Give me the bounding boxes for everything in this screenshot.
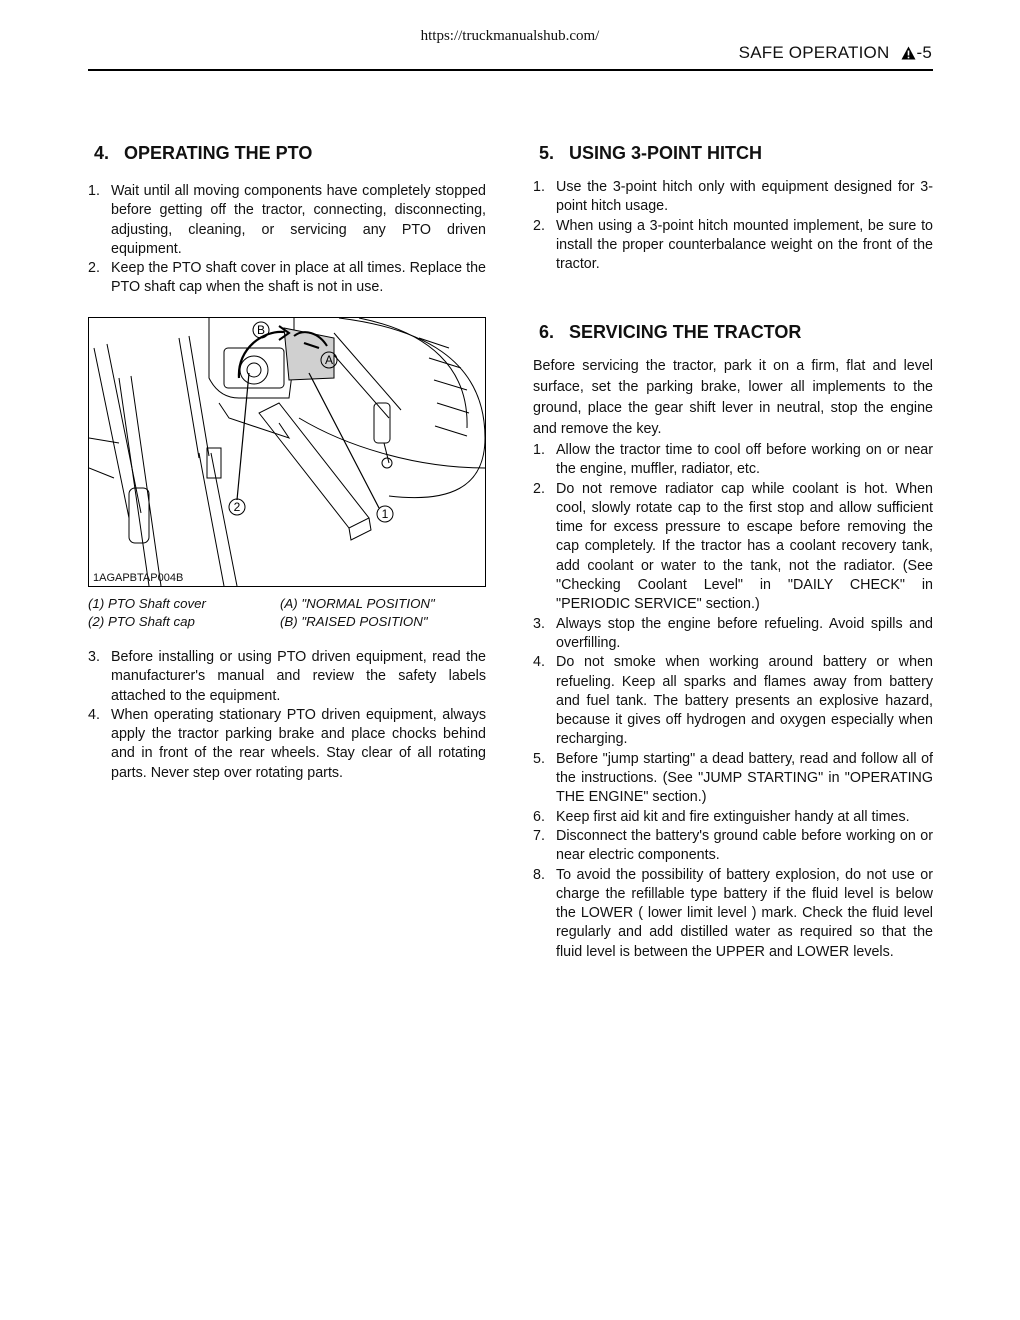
source-url: https://truckmanualshub.com/: [420, 28, 600, 44]
pto-list-before: [88, 182, 486, 298]
item-number: 6.: [533, 808, 545, 825]
hitch-list: [533, 178, 933, 274]
caption-row: [88, 595, 435, 613]
item-text: Before installing or using PTO driven equipment, read the manufacturer's manual and review the safety labels attached to the equipment.: [111, 649, 486, 704]
item-text: When using a 3-point hitch mounted implement, be sure to install the proper counterbalance weight on the front of the tractor.: [556, 217, 933, 273]
warning-triangle-icon: [901, 45, 916, 65]
list-item: [88, 648, 486, 706]
item-text: Disconnect the battery's ground cable before working on or near electric components.: [556, 827, 933, 864]
list-item: [533, 750, 933, 808]
figure-captions: [88, 595, 435, 631]
item-number: 5.: [533, 750, 545, 767]
header-rule: [88, 69, 933, 71]
section-number: 4.: [94, 143, 110, 163]
list-item: [533, 615, 933, 654]
item-text: Before "jump starting" a dead battery, read and follow all of the instructions. (See "JUMP STARTING" in "OPERATING THE ENGINE" section.): [556, 750, 933, 806]
item-number: 2.: [533, 480, 545, 497]
item-number: 8.: [533, 866, 545, 883]
list-item: [533, 178, 933, 217]
item-text: Keep the PTO shaft cover in place at all times. Replace the PTO shaft cap when the shaft is not in use.: [111, 260, 486, 296]
caption-pto-shaft-cap: (2) PTO Shaft cap: [88, 614, 195, 629]
item-number: 3.: [88, 649, 100, 665]
section-name: SAFE OPERATION: [738, 43, 890, 62]
item-text: Use the 3-point hitch only with equipment designed for 3-point hitch usage.: [556, 179, 933, 215]
section-number: 6.: [539, 322, 555, 342]
item-text: Do not smoke when working around battery or when refueling. Keep all sparks and flames away from battery and fuel tank. The battery presents an explosive hazard, because it gives off hydrogen and oxygen especially when recharging.: [556, 654, 933, 748]
item-text: Always stop the engine before refueling. Avoid spills and overfilling.: [556, 615, 933, 651]
item-number: 3.: [533, 615, 545, 632]
item-number: 1.: [533, 442, 545, 458]
pto-list-after: [88, 648, 486, 783]
caption-normal-position: (A) "NORMAL POSITION": [280, 596, 435, 611]
list-item: [533, 866, 933, 962]
item-number: 2.: [88, 260, 100, 277]
list-item: [533, 827, 933, 866]
servicing-list: [533, 441, 933, 962]
list-item: [88, 259, 486, 298]
section-6-heading: [533, 322, 801, 343]
item-number: 4.: [533, 654, 545, 671]
section-title: USING 3-POINT HITCH: [569, 143, 763, 163]
item-number: 1.: [88, 183, 100, 199]
item-text: Keep first aid kit and fire extinguisher handy at all times.: [556, 808, 910, 825]
section-5-heading: [533, 143, 762, 164]
callout-a: A: [324, 353, 334, 367]
caption-raised-position: (B) "RAISED POSITION": [280, 614, 428, 629]
item-text: When operating stationary PTO driven equipment, always apply the tractor parking brake and place chocks behind and in front of the rear wheels. Stay clear of all rotating parts. Never step over rotating parts.: [111, 706, 486, 781]
item-number: 2.: [533, 217, 545, 234]
list-item: [533, 808, 933, 827]
item-text: Wait until all moving components have completely stopped before getting off the tractor, connecting, disconnecting, adjusting, cleaning, or servicing any PTO driven equipment.: [111, 183, 486, 257]
caption-pto-shaft-cover: (1) PTO Shaft cover: [88, 596, 206, 611]
list-item: [533, 217, 933, 275]
servicing-intro: Before servicing the tractor, park it on a firm, flat and level surface, set the parking brake, lower all implements to the ground, place the gear shift lever in neutral, stop the engine and remove the key.: [533, 358, 933, 437]
callout-b: B: [256, 323, 266, 337]
caption-row: [88, 613, 435, 631]
item-text: Allow the tractor time to cool off before working on or near the engine, muffler, radiator, etc.: [556, 442, 933, 478]
item-number: 1.: [533, 179, 545, 195]
section-title: OPERATING THE PTO: [124, 143, 313, 163]
list-item: [88, 706, 486, 783]
item-text: To avoid the possibility of battery explosion, do not use or charge the refillable type battery if the fluid level is below the LOWER ( lower limit level ) mark. Check the fluid level regularly and add distilled water as required so that the fluid level is between the UPPER and LOWER levels.: [556, 866, 933, 960]
callout-2: 2: [233, 500, 241, 514]
section-4-heading: [88, 143, 312, 164]
figure-id: 1AGAPBTAP004B: [93, 572, 184, 584]
list-item: [533, 441, 933, 480]
page-number: -5: [916, 43, 932, 62]
item-number: 4.: [88, 706, 100, 723]
list-item: [533, 653, 933, 749]
section-title: SERVICING THE TRACTOR: [569, 322, 802, 342]
item-number: 7.: [533, 827, 545, 844]
pto-illustration: [89, 318, 485, 586]
section-number: 5.: [539, 143, 555, 163]
list-item: [88, 182, 486, 259]
item-text: Do not remove radiator cap while coolant is hot. When cool, slowly rotate cap to the first stop and allow sufficient time for excess pressure to escape before removing the cap completely. If the tractor has a coolant recovery tank, add coolant or water to the tank, not the radiator. (See "Checking Coolant Level" in "DAILY CHECK" in "PERIODIC SERVICE" section.): [556, 480, 933, 613]
callout-1: 1: [381, 507, 389, 521]
running-header: [739, 43, 932, 65]
pto-figure: [88, 317, 486, 587]
list-item: [533, 480, 933, 615]
